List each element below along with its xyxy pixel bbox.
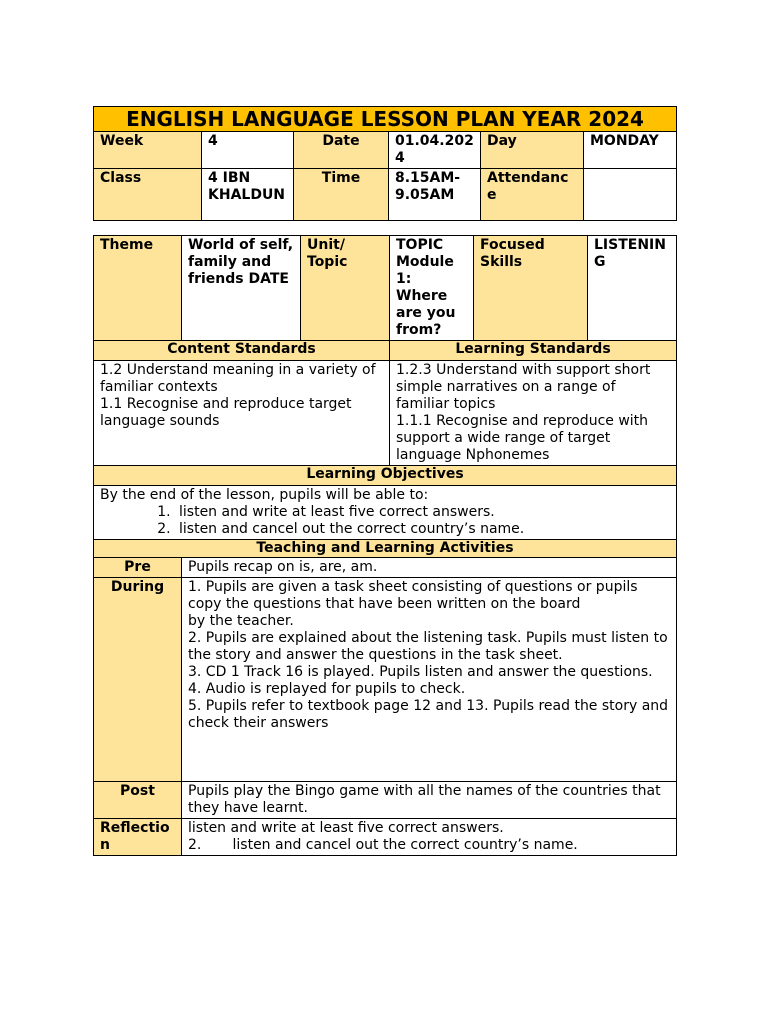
learning-objectives-body bbox=[94, 486, 677, 540]
class-value: 4 IBN KHALDUN bbox=[202, 169, 294, 221]
page-title: ENGLISH LANGUAGE LESSON PLAN YEAR 2024 bbox=[94, 107, 677, 132]
class-label: Class bbox=[94, 169, 202, 221]
week-label: Week bbox=[94, 132, 202, 169]
reflection-text bbox=[182, 819, 677, 856]
date-label: Date bbox=[294, 132, 389, 169]
date-value: 01.04.2024 bbox=[389, 132, 481, 169]
attendance-value bbox=[584, 169, 677, 221]
header-table bbox=[93, 106, 677, 221]
time-value: 8.15AM-9.05AM bbox=[389, 169, 481, 221]
pre-text: Pupils recap on is, are, am. bbox=[182, 558, 677, 578]
objective-item: 2. listen and cancel out the correct country’s name. bbox=[175, 521, 670, 538]
focused-skills-label: Focused Skills bbox=[474, 236, 588, 341]
content-standards-text: 1.2 Understand meaning in a variety of familiar contexts 1.1 Recognise and reproduce target language sounds bbox=[94, 361, 390, 466]
day-value: MONDAY bbox=[584, 132, 677, 169]
objective-item: 1. listen and write at least five correct answers. bbox=[175, 504, 670, 521]
attendance-label: Attendance bbox=[481, 169, 584, 221]
learning-objectives-heading: Learning Objectives bbox=[94, 466, 677, 486]
objectives-intro: By the end of the lesson, pupils will be able to: bbox=[100, 487, 429, 503]
reflection-label: Reflection bbox=[94, 819, 182, 856]
reflection-line-1: listen and write at least five correct answers. bbox=[188, 820, 504, 836]
reflection-line-2: 2. listen and cancel out the correct country’s name. bbox=[188, 837, 578, 853]
content-standards-heading: Content Standards bbox=[94, 341, 390, 361]
day-label: Day bbox=[481, 132, 584, 169]
topic-value: TOPIC Module 1: Where are you from? bbox=[390, 236, 474, 341]
focused-skills-value: LISTENING bbox=[588, 236, 677, 341]
pre-label: Pre bbox=[94, 558, 182, 578]
during-text: 1. Pupils are given a task sheet consisting of questions or pupils copy the questions that have been written on the board by the teacher. 2. Pupils are explained about the listening task. Pupils must listen to the story and answer the questions in the task sheet. 3. CD 1 Track 16 is played. Pupils listen and answer the questions. 4. Audio is replayed for pupils to check. 5. Pupils refer to textbook page 12 and 13. Pupils read the story and check their answers bbox=[182, 578, 677, 782]
activities-heading: Teaching and Learning Activities bbox=[94, 540, 677, 558]
unit-topic-label: Unit/ Topic bbox=[301, 236, 390, 341]
post-label: Post bbox=[94, 782, 182, 819]
learning-standards-heading: Learning Standards bbox=[390, 341, 677, 361]
objectives-list bbox=[100, 504, 670, 538]
post-text: Pupils play the Bingo game with all the names of the countries that they have learnt. bbox=[182, 782, 677, 819]
week-value: 4 bbox=[202, 132, 294, 169]
time-label: Time bbox=[294, 169, 389, 221]
theme-value: World of self, family and friends DATE bbox=[182, 236, 301, 341]
learning-standards-text: 1.2.3 Understand with support short simple narratives on a range of familiar topics 1.1.1 Recognise and reproduce with support a wide range of target language Nphonemes bbox=[390, 361, 677, 466]
during-label: During bbox=[94, 578, 182, 782]
theme-label: Theme bbox=[94, 236, 182, 341]
details-table bbox=[93, 235, 677, 856]
